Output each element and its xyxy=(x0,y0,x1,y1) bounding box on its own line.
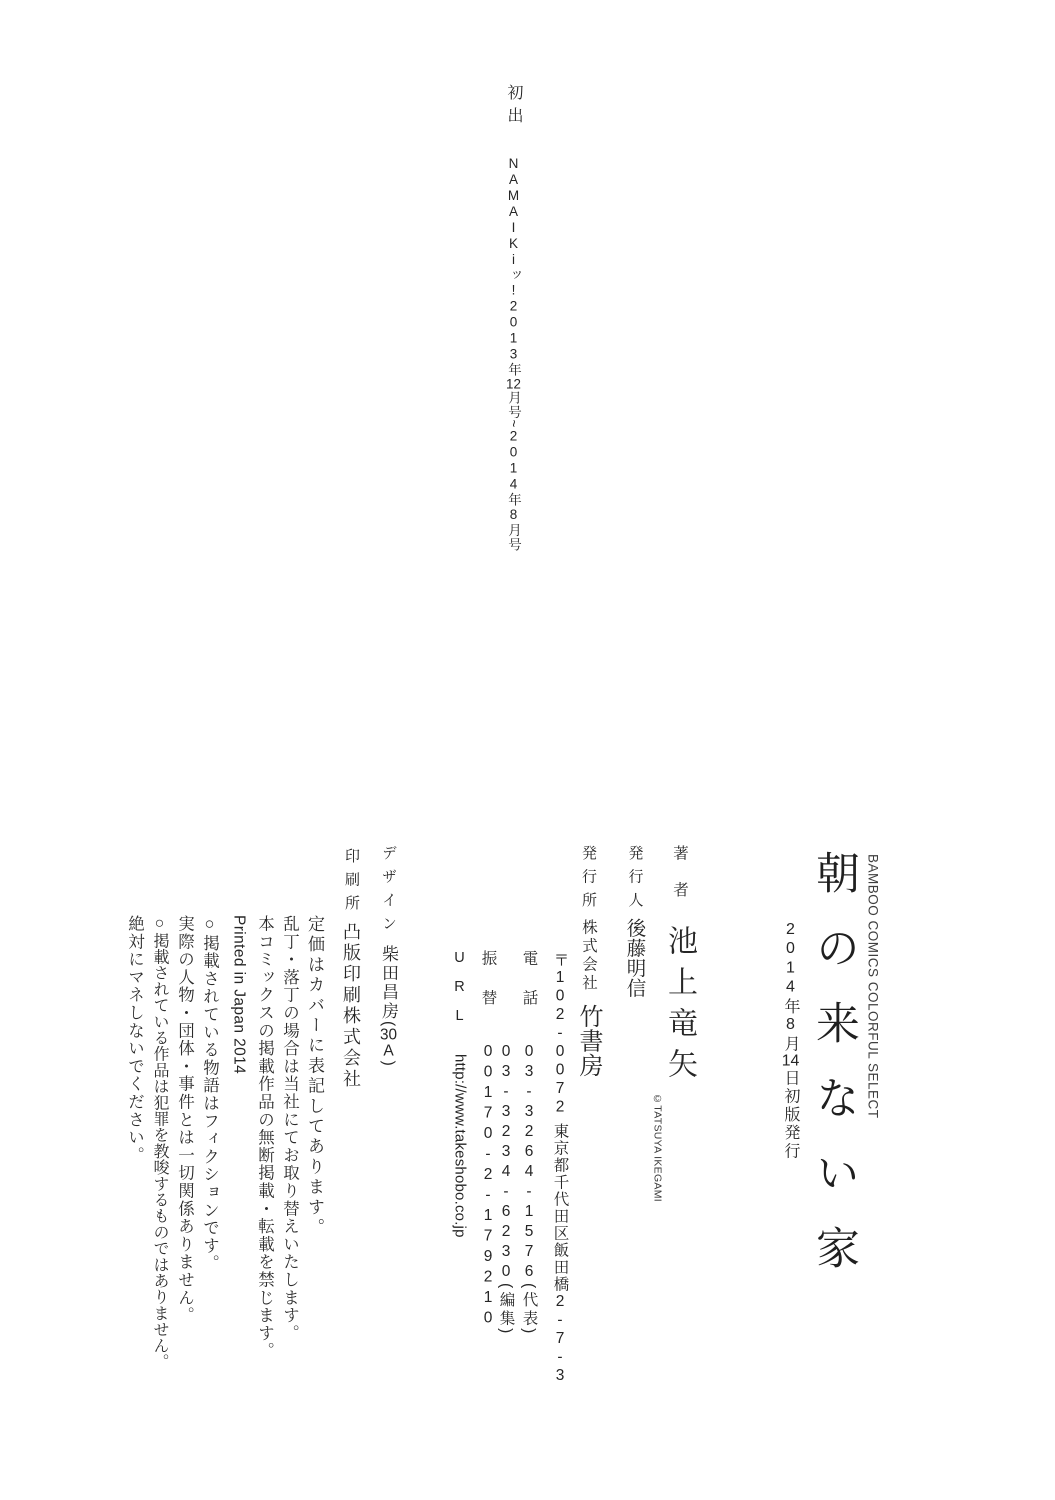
tilde-glyph: ~ xyxy=(506,419,521,429)
tel-number-2: 03-3234-6230 xyxy=(497,1043,515,1283)
paren-open: ( xyxy=(520,1283,538,1292)
design-column xyxy=(380,845,397,1067)
address-text: 東京都千代田区飯田橋2-7-3 xyxy=(551,1123,569,1386)
publisher-address-column xyxy=(552,952,568,1386)
period-start-month: 12 xyxy=(506,377,521,391)
publisher-corp-type: 株式会社 xyxy=(580,918,597,993)
printer-label: 印刷所 xyxy=(343,848,360,919)
edition-date-day: 14 xyxy=(781,1053,800,1070)
author-label: 著者 xyxy=(671,845,688,918)
paren-close: ) xyxy=(497,1328,515,1337)
issuer-name: 後藤明信 xyxy=(623,917,646,998)
url-label: URL xyxy=(451,950,468,1037)
designer-note-number: 30 xyxy=(379,1027,398,1043)
period-end: 2014年8月号 xyxy=(506,428,521,552)
edition-date-suffix: 日初版発行 xyxy=(782,1069,799,1161)
paren-close: ) xyxy=(520,1328,538,1337)
designer-name: 柴田昌房 xyxy=(379,945,398,1021)
url-text: http://www.takeshobo.co.jp xyxy=(451,1054,469,1238)
book-title: 朝の来ない家 xyxy=(809,850,858,1300)
author-copyright: ©TATSUYA IKEGAMI xyxy=(651,1093,664,1202)
issuer-label: 発行人 xyxy=(626,845,644,916)
notice-no-crime: ○掲載されている作品は犯罪を教唆するものではありません。 xyxy=(151,915,168,1370)
author-column xyxy=(664,845,694,1089)
publisher-name: 竹書房 xyxy=(575,1003,602,1077)
postal-code: 〒102-0072 xyxy=(551,952,569,1117)
transfer-label: 振替 xyxy=(479,950,497,1029)
issuer-column xyxy=(624,845,644,998)
notice-printed-in-japan: Printed in Japan 2014 xyxy=(230,915,248,1075)
paren-close: ) xyxy=(380,1060,397,1067)
author-name: 池上竜矢 xyxy=(663,925,696,1089)
paren-open: ( xyxy=(497,1283,515,1292)
edition-date xyxy=(782,921,798,1160)
notice-defects: 乱丁・落丁の場合は当社にてお取り替えいたします。 xyxy=(280,915,299,1343)
edition-date-prefix: 2014年8月 xyxy=(782,921,799,1054)
paren-open: ( xyxy=(380,1021,397,1028)
notice-no-relation: 実際の人物・団体・事件とは一切関係ありません。 xyxy=(175,915,194,1325)
series-label: BAMBOO COMICS COLORFUL SELECT xyxy=(865,854,881,1119)
first-publication-column xyxy=(505,84,521,552)
design-label: デザイン xyxy=(380,845,397,939)
magazine-name: NAMAIKiッ! xyxy=(506,156,521,299)
notice-fiction: ○掲載されている物語はフィクションです。 xyxy=(200,915,219,1273)
transfer-number: 00170-2-179210 xyxy=(479,1043,497,1330)
tel-label: 電話 xyxy=(520,950,538,1029)
tel-column-2 xyxy=(498,1043,514,1336)
printer-name: 凸版印刷株式会社 xyxy=(341,921,361,1090)
tel-number-1: 03-3264-1576 xyxy=(520,1043,538,1283)
tel-note-2: 編集 xyxy=(497,1291,515,1329)
tel-column-1 xyxy=(521,950,537,1336)
period-start-suffix: 月号 xyxy=(506,390,521,420)
printer-column xyxy=(342,848,360,1090)
notice-no-imitate: 絶対にマネしないでください。 xyxy=(125,915,144,1165)
period-start-year: 2013年 xyxy=(506,298,521,377)
notice-price: 定価はカバーに表記してあります。 xyxy=(305,915,324,1239)
tel-note-1: 代表 xyxy=(520,1291,538,1329)
notice-reprint: 本コミックスの掲載作品の無断掲載・転載を禁じます。 xyxy=(255,915,274,1360)
publisher-column xyxy=(576,845,600,1077)
url-column xyxy=(452,950,468,1238)
first-publication-label: 初出 xyxy=(505,84,522,130)
designer-note-suffix: A xyxy=(380,1042,397,1061)
transfer-column xyxy=(480,950,496,1330)
publisher-label: 発行所 xyxy=(580,845,597,916)
